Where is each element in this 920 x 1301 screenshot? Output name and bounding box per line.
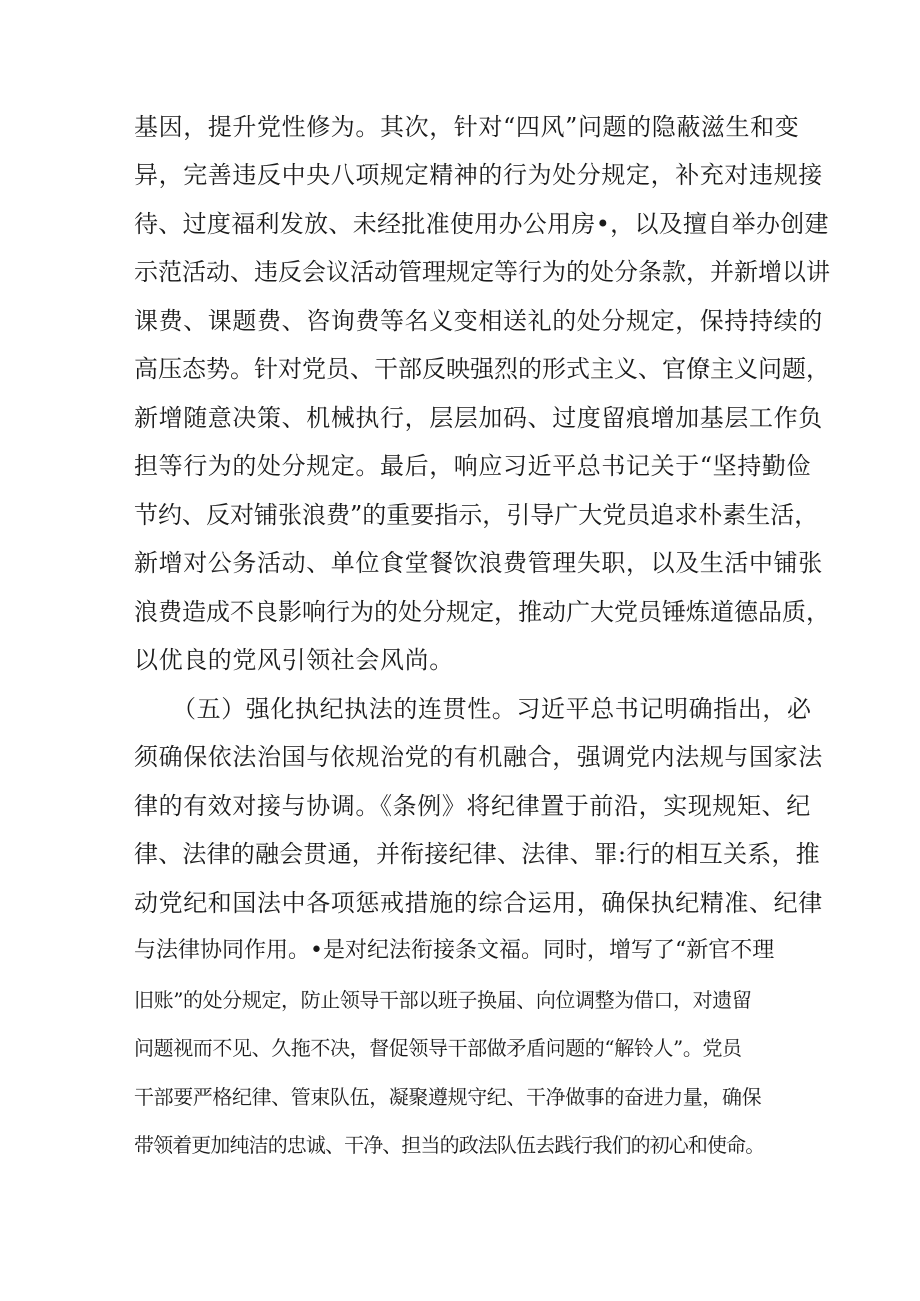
text-line: 待、过度福利发放、未经批准使用办公用房•，以及擅自举办创建 (134, 210, 829, 238)
text-line: 示范活动、违反会议活动管理规定等行为的处分条款，并新增以讲 (134, 258, 830, 286)
text-line: 带领着更加纯洁的忠诚、干净、担当的政法队伍去践行我们的初心和使命。 (134, 1133, 765, 1157)
text-line: 问题视而不见、久拖不决，督促领导干部做矛盾问题的“解铃人”。党员 (134, 1036, 742, 1060)
text-line: 浪费造成不良影响行为的处分规定，推动广大党员锤炼道德品质， (134, 598, 830, 626)
text-line: 律、法律的融会贯通，并衔接纪律、法律、罪:行的相互关系，推 (134, 840, 820, 868)
text-line: 基因，提升党性修为。其次，针对“四风”问题的隐蔽滋生和变 (134, 113, 800, 141)
text-line: 课费、课题费、咨询费等名义变相送礼的处分规定，保持持续的 (134, 307, 823, 335)
text-line: 干部要严格纪律、管束队伍，凝聚遵规守纪、干净做事的奋进力量，确保 (134, 1085, 762, 1109)
text-line: 律的有效对接与协调。《条例》将纪律置于前沿，实现规矩、纪 (134, 792, 811, 820)
text-line: 高压态势。针对党员、干部反映强烈的形式主义、官僚主义问题， (134, 355, 830, 383)
text-line: 旧账”的处分规定，防止领导干部以班子换届、向位调整为借口，对遗留 (134, 988, 752, 1012)
text-line: 节约、反对铺张浪费”的重要指示，引导广大党员追求朴素生活， (134, 501, 819, 529)
text-line: 新增对公务活动、单位食堂餐饮浪费管理失职，以及生活中铺张 (134, 549, 823, 577)
text-line: 新增随意决策、机械执行，层层加码、过度留痕增加基层工作负 (134, 404, 823, 432)
text-line: 动党纪和国法中各项惩戒措施的综合运用，确保执纪精准、纪律 (134, 889, 823, 917)
text-line: （五）强化执纪执法的连贯性。习近平总书记明确指出，必 (172, 695, 812, 723)
text-line: 异，完善违反中央八项规定精神的行为处分规定，补充对违规接 (134, 161, 823, 189)
text-line: 与法律协同作用。•是对纪法衔接条文福。同时，增写了“新官不理 (134, 938, 775, 963)
text-line: 担等行为的处分规定。最后，响应习近平总书记关于“坚持勤俭 (134, 452, 812, 480)
text-line: 须确保依法治国与依规治党的有机融合，强调党内法规与国家法 (134, 743, 823, 771)
text-line: 以优良的党风引领社会风尚。 (134, 646, 454, 674)
